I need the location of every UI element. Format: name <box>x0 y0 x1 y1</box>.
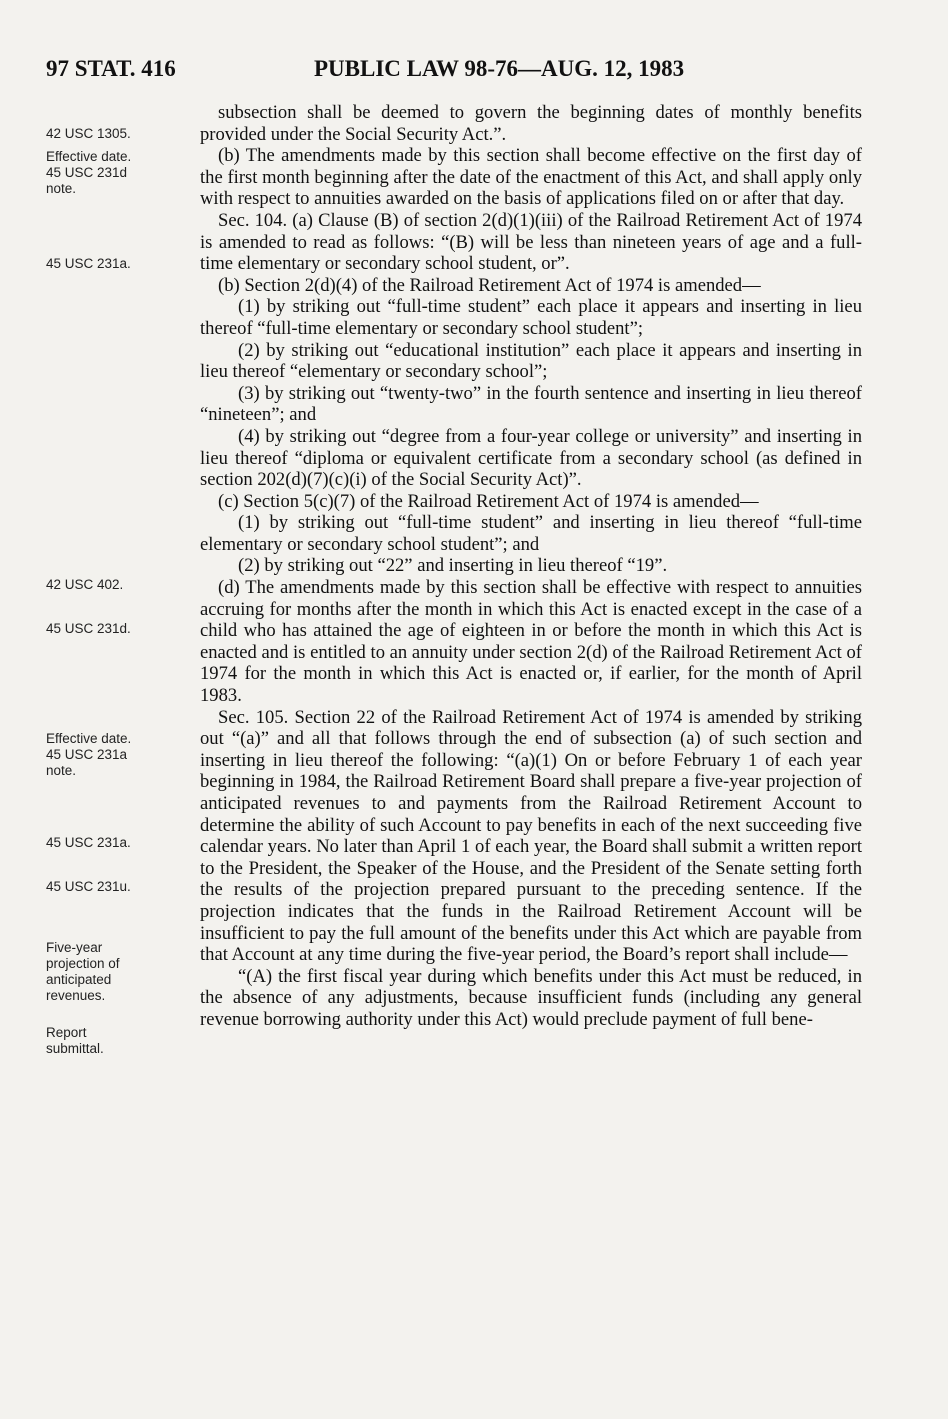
margin-note-text: projection of <box>46 956 120 971</box>
margin-note-text: 45 USC 231a. <box>46 835 131 850</box>
list-item: “(A) the first fiscal year during which benefits under this Act must be reduced, in the absence of any adjustments, because insufficient funds (including any general revenue borrowing authority under this Act) would preclude payment of full bene- <box>200 965 862 1030</box>
statute-reference: 97 STAT. 416 <box>46 56 176 81</box>
margin-note-45-usc-231u <box>46 879 166 895</box>
margin-note-text: note. <box>46 181 77 196</box>
list-item: (1) by striking out “full-time student” and inserting in lieu thereof “full-time elementary or secondary school student”; and <box>200 512 862 555</box>
margin-note-text: 42 USC 402. <box>46 577 124 592</box>
paragraph: Sec. 105. Section 22 of the Railroad Retirement Act of 1974 is amended by striking out “(a)” and all that follows through the end of subsection (a) of such section and inserting in lieu thereof the following: “(a)(1) On or before February 1 of each year beginning in 1984, the Railroad Retirement Board shall prepare a five-year projection of anticipated revenues to and payments from the Railroad Retirement Account to determine the ability of such Account to pay benefits in each of the next succeeding five calendar years. No later than April 1 of each year, the Board shall submit a written report to the President, the Speaker of the House, and the President of the Senate setting forth the results of the projection prepared pursuant to the preceding sentence. If the projection indicates that the funds in the Railroad Retirement Account will be insufficient to pay the full amount of the benefits under this Act which are payable from that Account at any time during the five-year period, the Board’s report shall include— <box>200 706 862 966</box>
paragraph: subsection shall be deemed to govern the beginning dates of monthly benefits provided under the Social Security Act.”. <box>200 102 862 145</box>
margin-note-text: 45 USC 231d <box>46 165 128 180</box>
margin-note-effective-date-2 <box>46 731 166 779</box>
paragraph: (c) Section 5(c)(7) of the Railroad Retirement Act of 1974 is amended— <box>218 490 759 512</box>
margin-note-text: note. <box>46 763 77 778</box>
margin-note-45-usc-231a-1 <box>46 256 166 272</box>
page-header <box>46 56 908 90</box>
list-item: (4) by striking out “degree from a four-year college or university” and inserting in lieu thereof “diploma or equivalent certificate from a secondary school (as defined in section 202(d)(7)(c)(i) of the Social Security Act)”. <box>200 425 862 491</box>
list-item: (3) by striking out “twenty-two” in the fourth sentence and inserting in lieu thereof “nineteen”; and <box>200 382 862 426</box>
margin-note-text: 45 USC 231u. <box>46 879 131 894</box>
margin-note-text: submittal. <box>46 1041 104 1056</box>
margin-note-text: 45 USC 231a <box>46 747 128 762</box>
body-text <box>200 102 862 1031</box>
list-item: (2) by striking out “educational institution” each place it appears and inserting in lieu thereof “elementary or secondary school”; <box>200 339 862 383</box>
margin-note-text: 45 USC 231a. <box>46 256 131 271</box>
margin-note-effective-date-1 <box>46 149 166 197</box>
paragraph: (b) Section 2(d)(4) of the Railroad Retirement Act of 1974 is amended— <box>218 274 761 296</box>
public-law-title: PUBLIC LAW 98-76—AUG. 12, 1983 <box>314 56 685 81</box>
margin-note-text: 45 USC 231d. <box>46 621 131 636</box>
list-item: (1) by striking out “full-time student” each place it appears and inserting in lieu thereof “full-time elementary or secondary school student”; <box>200 296 862 339</box>
margin-note-text: Report <box>46 1025 87 1040</box>
list-item: (2) by striking out “22” and inserting in lieu thereof “19”. <box>238 555 668 577</box>
margin-note-report-submittal <box>46 1025 166 1057</box>
margin-note-45-usc-231d <box>46 621 166 637</box>
margin-note-five-year-projection <box>46 940 166 1004</box>
paragraph: (b) The amendments made by this section shall become effective on the first day of the first month beginning after the date of the enactment of this Act, and shall apply only with respect to annuities awarded on the basis of applications filed on or after that day. <box>200 145 862 210</box>
margin-note-text: Effective date. <box>46 731 132 746</box>
paragraph: (d) The amendments made by this section shall be effective with respect to annuities accruing for months after the month in which this Act is enacted except in the case of a child who has attained the age of eighteen in or before the month in which this Act is enacted and is entitled to an annuity under section 2(d) of the Railroad Retirement Act of 1974 for the month in which this Act is enacted or, if earlier, for the month of April 1983. <box>200 577 862 707</box>
margin-note-42-usc-402 <box>46 577 166 593</box>
margin-note-text: revenues. <box>46 988 106 1003</box>
margin-note-text: anticipated <box>46 972 112 987</box>
margin-note-text: 42 USC 1305. <box>46 126 131 141</box>
margin-note-42-usc-1305 <box>46 126 166 142</box>
paragraph: Sec. 104. (a) Clause (B) of section 2(d)(1)(iii) of the Railroad Retirement Act of 1974 is amended to read as follows: “(B) will be less than nineteen years of age and a full-time elementary or secondary school student, or”. <box>200 209 862 275</box>
margin-note-text: Five-year <box>46 940 103 955</box>
margin-note-text: Effective date. <box>46 149 132 164</box>
margin-note-45-usc-231a-2 <box>46 835 166 851</box>
